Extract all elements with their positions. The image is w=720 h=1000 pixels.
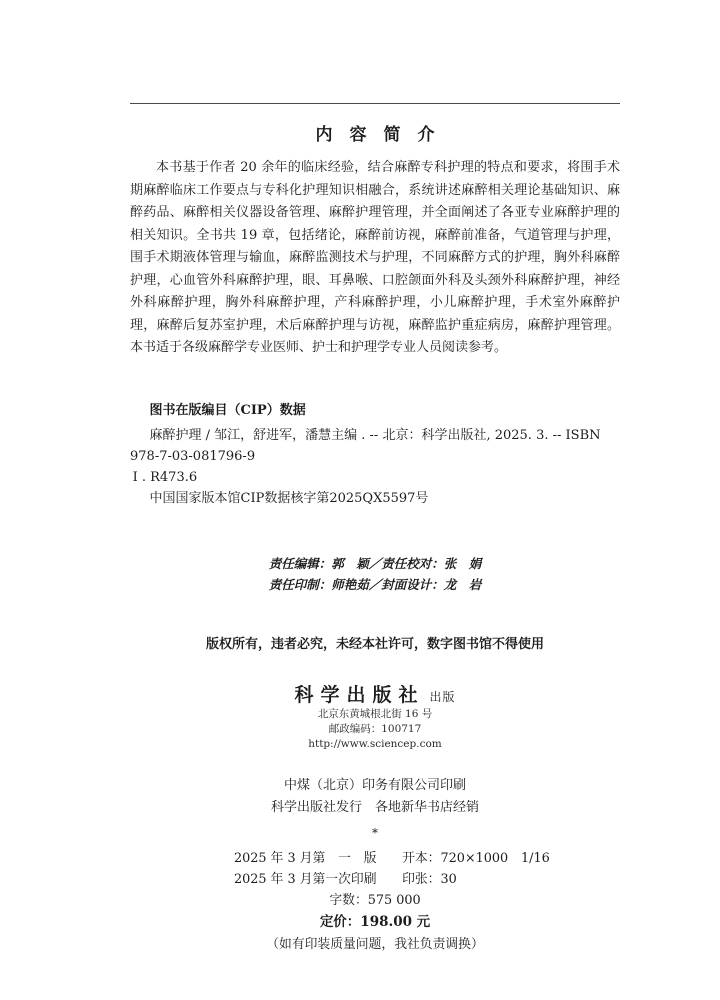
- content-summary-paragraph: 本书基于作者 20 余年的临床经验，结合麻醉专科护理的特点和要求，将围手术期麻醉临床工作要点与专科化护理知识相融合，系统讲述麻醉相关理论基础知识、麻醉药品、麻醉相关仪器设备管理、麻醉护理管理，并全面阐述了各亚专业麻醉护理的相关知识。全书共 19 章，包括绪论，麻醉前访视，麻醉前准备，气道管理与护理，围手术期液体管理与输血，麻醉监测技术与护理，不同麻醉方式的护理，胸外科麻醉护理，心血管外科麻醉护理，眼、耳鼻喉、口腔颌面外科及头颈外科麻醉护理，神经外科麻醉护理，胸外科麻醉护理，产科麻醉护理，小儿麻醉护理，手术室外麻醉护理，麻醉后复苏室护理，术后麻醉护理与访视，麻醉监护重症病房，麻醉护理管理。本书适于各级麻醉学专业医师、护士和护理学专业人员阅读参考。: [130, 160, 620, 355]
- publisher-address: 北京东黄城根北街 16 号: [317, 707, 433, 720]
- edition-line-first-edition: 2025 年 3 月第 一 版 开本：720×1000 1/16: [234, 850, 550, 866]
- staff-credits-block: [130, 553, 620, 595]
- publisher-name: 科学出版社: [294, 683, 425, 706]
- edition-quality-note: （如有印装质量问题，我社负责调换）: [266, 936, 484, 952]
- cip-registry-line: 中国国家版本馆CIP数据核字第2025QX5597号: [149, 490, 429, 506]
- edition-word-count: 字数：575 000: [329, 892, 421, 908]
- printer-line: 中煤（北京）印务有限公司印刷: [283, 777, 466, 793]
- publisher-postcode: 邮政编码：100717: [328, 722, 422, 735]
- top-rule: [130, 103, 620, 104]
- credits-line-printing-design: 责任印制：师艳茹／封面设计：龙 岩: [268, 576, 482, 592]
- edition-info-block: [234, 848, 550, 955]
- cip-heading: 图书在版编目（CIP）数据: [149, 402, 306, 418]
- content-summary-title: 内 容 简 介: [315, 125, 435, 145]
- publisher-name-line: [130, 680, 620, 707]
- cip-block: [130, 400, 620, 509]
- distribution-line: 科学出版社发行 各地新华书店经销: [270, 799, 479, 815]
- cip-classification-line: Ⅰ . R473.6: [132, 469, 198, 485]
- star-divider: *: [372, 825, 378, 840]
- production-block: [130, 775, 620, 819]
- publisher-block: [130, 680, 620, 752]
- edition-line-first-printing: 2025 年 3 月第一次印刷 印张：30: [234, 871, 457, 887]
- publisher-website: http://www.sciencep.com: [308, 737, 442, 750]
- credits-line-editors: 责任编辑：郭 颖／责任校对：张 娟: [268, 555, 482, 571]
- page-content: [130, 103, 620, 955]
- copyright-notice: 版权所有，违者必究，未经本社许可，数字图书馆不得使用: [205, 636, 544, 652]
- edition-price: 定价：198.00 元: [319, 913, 431, 930]
- cip-record-line: 麻醉护理 / 邹江，舒进军，潘慧主编 . -- 北京：科学出版社, 2025. 3. -- ISBN 978-7-03-081796-9: [130, 427, 601, 464]
- publisher-role-label: 出版: [429, 689, 456, 704]
